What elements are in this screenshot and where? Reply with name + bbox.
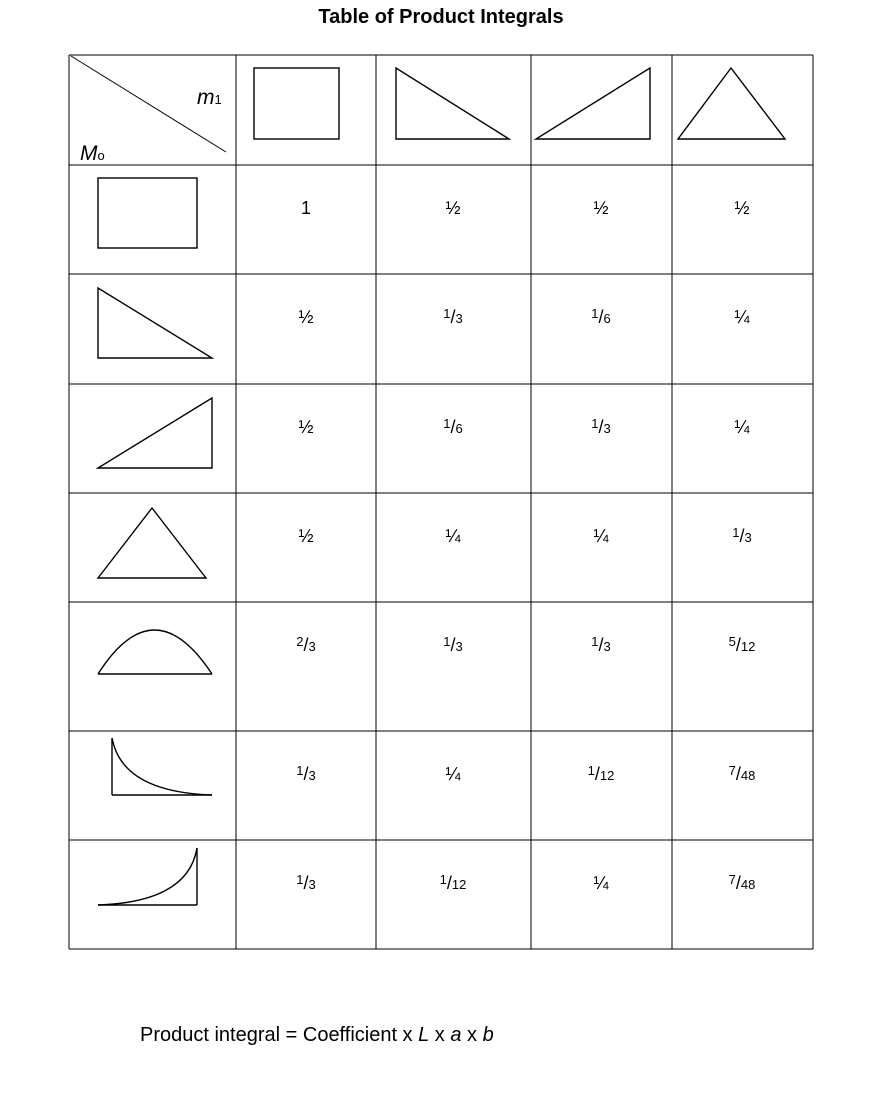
row-shape-triangle-decreasing	[98, 288, 212, 358]
col-shape-triangle-symmetric	[678, 68, 785, 139]
table-cell-value: ½	[734, 198, 750, 218]
col-shape-triangle-decreasing	[396, 68, 509, 139]
table-cell-value: $^1$/12	[439, 872, 467, 893]
table-cell-value: $^7$/48	[728, 872, 756, 893]
coefficient-cells	[296, 198, 755, 893]
col-shape-rectangle	[254, 68, 339, 139]
row-shape-triangle-symmetric	[98, 508, 206, 578]
page-title: Table of Product Integrals	[318, 6, 564, 28]
table-cell-value: ¼	[593, 873, 609, 893]
table-cell-value: $^1$/3	[296, 872, 316, 893]
formula-text: Product integral = Coefficient x L x a x b	[140, 1024, 494, 1046]
table-cell-value: $^1$/12	[587, 763, 615, 784]
table-cell-value: ½	[298, 417, 314, 437]
table-cell-value: $^1$/3	[443, 306, 463, 327]
table-cell-value: $^2$/3	[296, 634, 316, 655]
table-cell-value: $^1$/3	[296, 763, 316, 784]
table-grid	[69, 55, 813, 949]
row-shape-parabola	[98, 630, 212, 674]
table-cell-value: ½	[298, 526, 314, 546]
table-cell-value: ¼	[593, 526, 609, 546]
row-shape-curve-decreasing-concave	[112, 738, 212, 795]
table-cell-value: ¼	[734, 417, 750, 437]
row-shape-curve-increasing-concave	[98, 848, 197, 905]
table-cell-value: ½	[593, 198, 609, 218]
table-cell-value: ¼	[445, 764, 461, 784]
row-shape-triangle-increasing	[98, 398, 212, 468]
table-cell-value: $^1$/3	[591, 634, 611, 655]
table-cell-value: $^5$/12	[728, 634, 756, 655]
table-cell-value: 1	[300, 198, 312, 218]
table-cell-value: ½	[298, 307, 314, 327]
table-cell-value: $^1$/6	[591, 306, 611, 327]
table-cell-value: ½	[445, 198, 461, 218]
table-cell-value: ¼	[445, 526, 461, 546]
table-cell-value: $^1$/3	[443, 634, 463, 655]
row-axis-label: Mo	[80, 142, 105, 165]
table-cell-value: $^1$/3	[732, 525, 752, 546]
row-shape-rectangle	[98, 178, 197, 248]
col-shape-triangle-increasing	[536, 68, 650, 139]
table-cell-value: ¼	[734, 307, 750, 327]
table-cell-value: $^7$/48	[728, 763, 756, 784]
table-cell-value: $^1$/3	[591, 416, 611, 437]
column-axis-label: m1	[197, 86, 222, 109]
table-cell-value: $^1$/6	[443, 416, 463, 437]
